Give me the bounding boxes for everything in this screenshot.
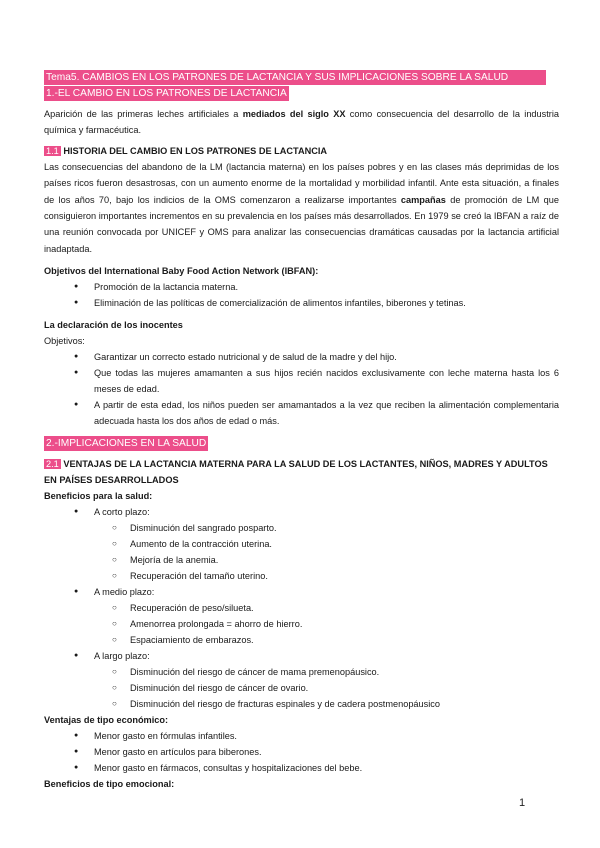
innocenti-list: [44, 349, 559, 429]
ibfan-label: Objetivos del International Baby Food Action Network (IBFAN):: [44, 266, 319, 277]
health-label: Beneficios para la salud:: [44, 491, 153, 502]
economic-list: [44, 728, 559, 776]
subsection-heading-2-1: 2.1 VENTAJAS DE LA LACTANCIA MATERNA PARA LA SALUD DE LOS LACTANTES, NIÑOS, MADRES Y ADULTOS EN PAÍSES DESARROLLADOS: [44, 459, 548, 486]
objectives-label: Objetivos:: [44, 336, 85, 347]
list-item: ○ Aumento de la contracción uterina.: [44, 536, 559, 552]
list-item: ○ Disminución del sangrado posparto.: [44, 520, 559, 536]
list-item: ● Garantizar un correcto estado nutricional y de salud de la madre y del hijo.: [44, 349, 559, 365]
list-item: ○ Amenorrea prolongada = ahorro de hierro.: [44, 616, 559, 632]
intro-paragraph: Aparición de las primeras leches artificiales a mediados del siglo XX como consecuencia del desarrollo de la industria química y farmacéutica.: [44, 109, 559, 136]
subsection-number: 2.1: [46, 459, 59, 470]
page-number: 1: [519, 797, 526, 809]
list-item: ● A partir de esta edad, los niños pueden ser amamantados a la vez que reciben la alimentación complementaria adecuada hasta los dos años de edad o más.: [44, 397, 559, 429]
list-item: ● A largo plazo:: [44, 648, 559, 664]
list-item: ○ Recuperación del tamaño uterino.: [44, 568, 559, 584]
subsection-number: 1.1: [46, 145, 59, 156]
list-item: ● Eliminación de las políticas de comercialización de alimentos infantiles, biberones y tetinas.: [44, 295, 559, 311]
history-paragraph: Las consecuencias del abandono de la LM (lactancia materna) en los países pobres y en las clases más deprimidas de los países ricos fueron desastrosas, con un aumento enorme de la mortalidad y morbilidad infantil. Ante esta situación, a finales de los años 70, bajo los indicios de la OMS comenzaron a realizarse importantes campañas de promoción de LM que consiguieron importantes incrementos en su prevalencia en los países más desarrollados. En 1979 se creó la IBFAN a raíz de una reunión convocada por UNICEF y OMS para analizar las consecuencias dramáticas causadas por la lactancia artificial inadaptada.: [44, 161, 559, 254]
innocenti-label: La declaración de los inocentes: [44, 320, 183, 331]
list-item: ● Menor gasto en artículos para biberones.: [44, 744, 559, 760]
section-heading-1: 1.-EL CAMBIO EN LOS PATRONES DE LACTANCIA: [46, 88, 287, 99]
list-item: ● Menor gasto en fórmulas infantiles.: [44, 728, 559, 744]
list-item: ● A medio plazo:: [44, 584, 559, 600]
list-item: ○ Disminución del riesgo de fracturas espinales y de cadera postmenopáusico: [44, 696, 559, 712]
ibfan-list: [44, 279, 559, 311]
emotional-label: Beneficios de tipo emocional:: [44, 779, 175, 790]
list-item: ○ Recuperación de peso/silueta.: [44, 600, 559, 616]
list-item: ● Promoción de la lactancia materna.: [44, 279, 559, 295]
list-item: ● Que todas las mujeres amamanten a sus hijos recién nacidos exclusivamente con leche materna hasta los 6 meses de edad.: [44, 365, 559, 397]
list-item: ○ Disminución del riesgo de cáncer de mama premenopáusico.: [44, 664, 559, 680]
document-title: Tema5. CAMBIOS EN LOS PATRONES DE LACTANCIA Y SUS IMPLICACIONES SOBRE LA SALUD: [44, 70, 546, 85]
list-item: ○ Mejoría de la anemia.: [44, 552, 559, 568]
list-item: ● A corto plazo:: [44, 504, 559, 520]
document-page: [44, 70, 559, 792]
list-item: ○ Disminución del riesgo de cáncer de ovario.: [44, 680, 559, 696]
section-heading-2: 2.-IMPLICACIONES EN LA SALUD: [46, 438, 207, 450]
list-item: ○ Espaciamiento de embarazos.: [44, 632, 559, 648]
list-item: ● Menor gasto en fármacos, consultas y hospitalizaciones del bebe.: [44, 760, 559, 776]
subsection-heading-1-1: 1.1 HISTORIA DEL CAMBIO EN LOS PATRONES DE LACTANCIA: [46, 145, 328, 156]
health-list: [44, 504, 559, 712]
economic-label: Ventajas de tipo económico:: [44, 715, 169, 726]
